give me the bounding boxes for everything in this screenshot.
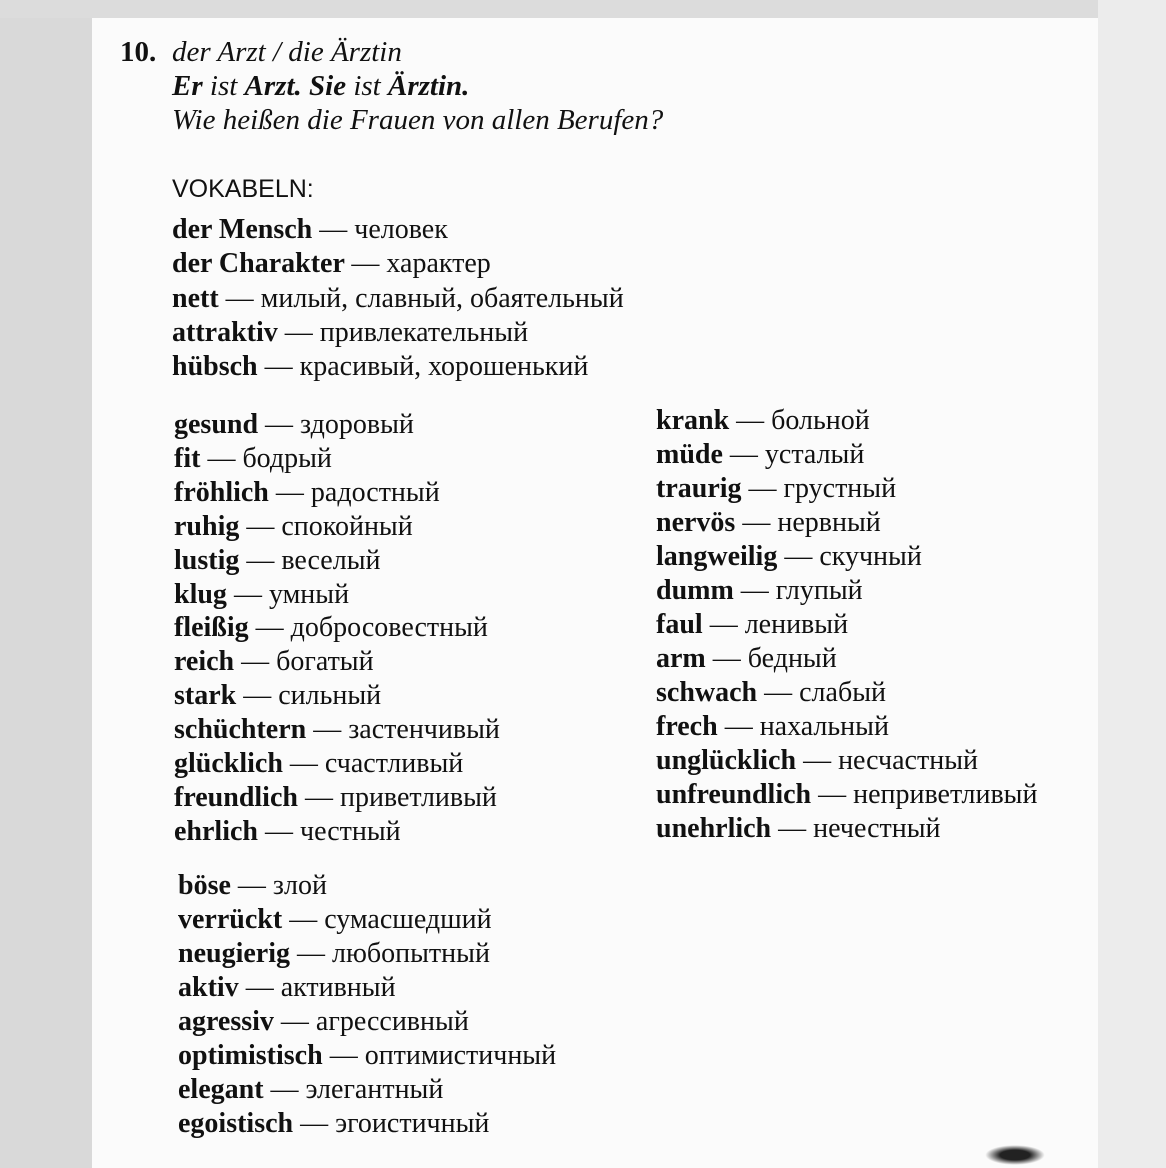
vocab-entry — [172, 214, 448, 246]
german-word: agressiv — [178, 1006, 274, 1037]
vocab-entry — [174, 579, 349, 611]
vocab-entry — [174, 409, 414, 441]
scan-top-edge — [0, 0, 1098, 18]
vocab-entry — [172, 317, 528, 349]
german-word: aktiv — [178, 972, 239, 1003]
russian-translation: — несчастный — [803, 745, 978, 776]
german-word: egoistisch — [178, 1108, 294, 1139]
russian-translation: — неприветливый — [818, 779, 1038, 810]
german-word: fit — [174, 442, 201, 474]
vocab-entry — [656, 609, 848, 641]
scan-right-edge — [1098, 0, 1166, 1168]
exercise-line-2-part: ist — [202, 70, 245, 102]
russian-translation: — добросовестный — [255, 612, 488, 644]
russian-translation: — нахальный — [724, 711, 889, 742]
russian-translation: — нечестный — [778, 813, 941, 844]
russian-translation: — слабый — [764, 677, 886, 708]
russian-translation: — веселый — [246, 544, 381, 576]
german-word: gesund — [174, 409, 259, 440]
russian-translation: — привлекательный — [284, 316, 529, 348]
german-word: fröhlich — [174, 476, 269, 508]
german-word: elegant — [178, 1074, 264, 1105]
vocab-entry — [174, 477, 440, 509]
russian-translation: — милый, славный, обаятельный — [225, 282, 624, 314]
russian-translation: — богатый — [241, 646, 374, 678]
russian-translation: — честный — [265, 815, 401, 847]
german-word: stark — [174, 680, 237, 712]
russian-translation: — оптимистичный — [329, 1040, 557, 1071]
russian-translation: — счастливый — [289, 748, 464, 779]
german-word: böse — [178, 870, 231, 901]
vocab-entry — [178, 1040, 556, 1072]
german-word: dumm — [656, 575, 734, 606]
german-word: der Charakter — [172, 248, 345, 280]
vocab-entry — [172, 248, 491, 280]
german-word: frech — [656, 711, 718, 742]
vocab-entry — [656, 575, 863, 607]
russian-translation: — любопытный — [297, 938, 490, 969]
vocab-entry — [656, 541, 922, 573]
vocab-entry — [174, 443, 332, 475]
vocab-entry — [174, 782, 497, 814]
german-word: arm — [656, 643, 706, 674]
german-word: reich — [174, 646, 235, 678]
exercise-line-2-part: Arzt. — [244, 70, 302, 102]
german-word: faul — [656, 609, 703, 640]
russian-translation: — человек — [319, 214, 448, 245]
german-word: unglücklich — [656, 745, 797, 776]
german-word: krank — [656, 405, 730, 436]
german-word: nett — [172, 282, 219, 314]
german-word: unehrlich — [656, 813, 772, 844]
vocab-entry — [656, 643, 837, 675]
exercise-line-2-part: ist — [346, 70, 388, 102]
german-word: attraktiv — [172, 316, 278, 348]
russian-translation: — приветливый — [304, 781, 497, 813]
exercise-line-1: der Arzt / die Ärztin — [172, 36, 402, 68]
german-word: der Mensch — [172, 214, 313, 245]
vocab-entry — [178, 1108, 489, 1140]
german-word: müde — [656, 439, 723, 470]
russian-translation: — застенчивый — [313, 714, 500, 746]
vocab-entry — [174, 545, 381, 577]
vocab-entry — [178, 1006, 469, 1038]
vocab-entry — [174, 680, 381, 712]
german-word: fleißig — [174, 612, 249, 644]
german-word: glücklich — [174, 748, 283, 779]
vocab-entry — [172, 351, 588, 383]
vocab-entry — [656, 711, 889, 743]
german-word: freundlich — [174, 781, 298, 813]
vocab-entry — [174, 748, 463, 780]
vocab-entry — [178, 870, 327, 902]
russian-translation: — ленивый — [709, 609, 849, 640]
vocab-entry — [656, 745, 978, 777]
vocab-entry — [178, 1074, 443, 1106]
russian-translation: — характер — [351, 248, 491, 280]
russian-translation: — бодрый — [207, 442, 332, 474]
vocab-entry — [178, 938, 490, 970]
german-word: schwach — [656, 677, 758, 708]
german-word: klug — [174, 578, 227, 610]
german-word: langweilig — [656, 541, 778, 572]
vocab-heading: VOKABELN: — [172, 175, 314, 203]
vocab-entry — [656, 439, 864, 471]
german-word: optimistisch — [178, 1040, 323, 1071]
exercise-line-2-part — [302, 70, 309, 102]
german-word: traurig — [656, 473, 742, 504]
exercise-line-2-part: Ärztin. — [388, 70, 470, 102]
vocab-entry — [174, 816, 401, 848]
russian-translation: — глупый — [740, 575, 863, 606]
vocab-entry — [656, 507, 881, 539]
russian-translation: — бедный — [712, 643, 837, 674]
vocab-entry — [172, 283, 624, 315]
russian-translation: — эгоистичный — [300, 1108, 490, 1139]
german-word: unfreundlich — [656, 779, 812, 810]
exercise-line-2-part: Er — [172, 70, 203, 102]
vocab-entry — [174, 511, 413, 543]
vocab-entry — [174, 646, 374, 678]
vocab-entry — [178, 972, 396, 1004]
russian-translation: — элегантный — [270, 1074, 444, 1105]
russian-translation: — спокойный — [246, 510, 413, 542]
vocab-entry — [174, 612, 488, 644]
german-word: neugierig — [178, 938, 290, 969]
russian-translation: — активный — [245, 972, 396, 1003]
ink-blot — [985, 1145, 1045, 1165]
german-word: schüchtern — [174, 714, 307, 746]
russian-translation: — скучный — [784, 541, 922, 572]
german-word: nervös — [656, 507, 736, 538]
russian-translation: — грустный — [748, 473, 897, 504]
german-word: lustig — [174, 544, 240, 576]
exercise-line-2 — [172, 70, 469, 103]
russian-translation: — умный — [233, 578, 350, 610]
german-word: ehrlich — [174, 815, 258, 847]
exercise-line-2-part: Sie — [309, 70, 347, 102]
german-word: ruhig — [174, 510, 240, 542]
vocab-entry — [656, 405, 870, 437]
russian-translation: — усталый — [729, 439, 865, 470]
vocab-entry — [656, 677, 886, 709]
vocab-entry — [656, 779, 1037, 811]
german-word: verrückt — [178, 904, 283, 935]
russian-translation: — агрессивный — [280, 1006, 469, 1037]
russian-translation: — здоровый — [265, 409, 414, 440]
russian-translation: — красивый, хорошенький — [264, 351, 589, 383]
russian-translation: — больной — [736, 405, 870, 436]
russian-translation: — нервный — [742, 507, 881, 538]
russian-translation: — радостный — [275, 476, 440, 508]
vocab-entry — [178, 904, 492, 936]
exercise-number: 10. — [120, 36, 157, 68]
german-word: hübsch — [172, 351, 258, 383]
exercise-question: Wie heißen die Frauen von allen Berufen? — [172, 104, 664, 136]
russian-translation: — сильный — [243, 680, 382, 712]
vocab-entry — [656, 813, 941, 845]
vocab-entry — [656, 473, 896, 505]
vocab-entry — [174, 714, 500, 746]
russian-translation: — сумасшедший — [289, 904, 492, 935]
russian-translation: — злой — [237, 870, 327, 901]
